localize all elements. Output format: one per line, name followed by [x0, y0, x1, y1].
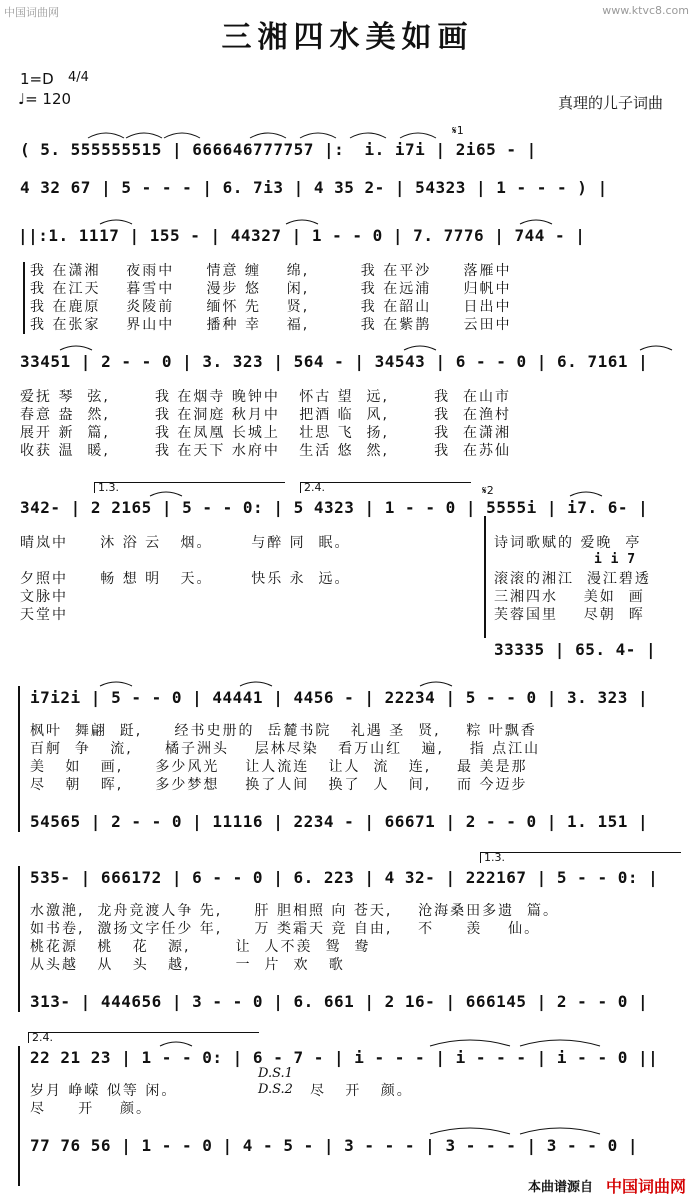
key-signature: 1=D [20, 70, 54, 88]
lyrics-row-7-verse-1: 水激滟, 龙舟竞渡人争 先, 肝 胆相照 向 苍天, 沧海桑田多遗 篇。 [30, 903, 560, 919]
notation-row-6-lower: 54565 | 2 - - 0 | 11116 | 2234 - | 66671 | 2 - - 0 | 1. 151 | [30, 812, 649, 831]
tie-mark [430, 1128, 510, 1134]
slur-mark [420, 682, 452, 686]
ds2-marking: D.S.2 [258, 1082, 293, 1097]
lyrics-row-3-verse-1: 我 在潇湘 夜雨中 情意 缠 绵, 我 在平沙 落雁中 [30, 263, 512, 279]
lyrics-row-8-ds2: 尽 开 颜。 [310, 1083, 413, 1099]
time-signature: 4/4 [68, 70, 89, 85]
notation-row-8-lower: 77 76 56 | 1 - - 0 | 4 - 5 - | 3 - - - | 3 - - - | 3 - - 0 | [30, 1136, 638, 1155]
lyrics-row-4-verse-3: 展开 新 篇, 我 在凤凰 长城上 壮思 飞 扬, 我 在潇湘 [20, 425, 512, 441]
notation-row-4: 33451 | 2 - - 0 | 3. 323 | 564 - | 34543 | 6 - - 0 | 6. 7161 | [20, 352, 649, 371]
lyrics-row-3-verse-4: 我 在张家 界山中 播种 幸 福, 我 在紫鹊 云田中 [30, 317, 512, 333]
lyrics-row-3-verse-2: 我 在江天 暮雪中 漫步 悠 闲, 我 在远浦 归帆中 [30, 281, 512, 297]
volta-1-3-row-5: 1.3. [94, 482, 285, 493]
notation-row-7: 535- | 666172 | 6 - - 0 | 6. 223 | 4 32- | 222167 | 5 - - 0: | [30, 868, 659, 887]
notation-row-5: 342- | 2 2165 | 5 - - 0: | 5 4323 | 1 - - 0 | 5555i | i7. 6- | [20, 498, 649, 517]
slur-mark [640, 346, 672, 350]
slur-mark [250, 133, 286, 138]
notation-row-6: i7i2i | 5 - - 0 | 44441 | 4456 - | 22234 | 5 - - 0 | 3. 323 | [30, 688, 649, 707]
slur-mark [404, 346, 436, 350]
lyrics-row-4-verse-1: 爱抚 琴 弦, 我 在烟寺 晚钟中 怀古 望 远, 我 在山市 [20, 389, 512, 405]
lyrics-row-5-right-3: 三湘四水 美如 画 [494, 589, 645, 605]
tie-mark [430, 1040, 510, 1046]
footer-source: 本曲谱源自 [528, 1180, 594, 1195]
slur-mark [100, 682, 132, 686]
notation-row-8: 22 21 23 | 1 - - 0: | 6 - 7 - | i - - - | i - - - | i - - 0 || [30, 1048, 659, 1067]
slur-mark [126, 133, 162, 138]
small-notes-row-5: i i 7 [594, 552, 636, 567]
slur-mark [520, 220, 552, 224]
lyrics-row-6-verse-3: 美 如 画, 多少风光 让人流连 让人 流 连, 最 美是那 [30, 759, 528, 775]
lyrics-row-5-a: 晴岚中 沐 浴 云 烟。 与醉 同 眠。 [20, 535, 351, 551]
tempo-marking: ♩= 120 [18, 90, 72, 108]
lyrics-row-5-d: 天堂中 [20, 607, 68, 623]
lyrics-row-7-verse-3: 桃花源 桃 花 源, 让 人不羡 鸳 鸯 [30, 939, 371, 955]
tie-mark [520, 1040, 600, 1046]
lyrics-row-8-b: 尽 开 颜。 [30, 1101, 153, 1117]
lyrics-row-4-verse-2: 春意 盎 然, 我 在洞庭 秋月中 把酒 临 风, 我 在渔村 [20, 407, 512, 423]
lyrics-row-7-verse-2: 如书卷, 激扬文字任少 年, 万 类霜天 竞 自由, 不 羡 仙。 [30, 921, 541, 937]
slur-mark [286, 220, 318, 224]
notation-row-5-lower: 33335 | 65. 4- | [494, 640, 657, 659]
lyrics-row-6-verse-1: 枫叶 舞翩 跹, 经书史册的 岳麓书院 礼遇 圣 贤, 粽 叶飘香 [30, 723, 537, 739]
volta-1-3-row-7: 1.3. [480, 852, 681, 863]
lyrics-row-6-verse-4: 尽 朝 晖, 多少梦想 换了人间 换了 人 间, 而 今迈步 [30, 777, 528, 793]
lyrics-row-5-c: 文脉中 [20, 589, 68, 605]
slur-mark [150, 492, 182, 496]
lyrics-row-8-a: 岁月 峥嵘 似等 闲。 [30, 1083, 178, 1099]
slur-mark [100, 220, 132, 224]
lyrics-row-4-verse-4: 收获 温 暖, 我 在天下 水府中 生活 悠 然, 我 在苏仙 [20, 443, 512, 459]
lyrics-row-5-right-2: 滚滚的湘江 漫江碧透 [494, 571, 651, 587]
lyrics-row-5-right-4: 芙蓉国里 尽朝 晖 [494, 607, 645, 623]
notation-row-1: ( 5. 555555515 | 666646777757 |: i. i7i | 2i65 - | [20, 140, 537, 159]
lyrics-row-6-verse-2: 百舸 争 流, 橘子洲头 层林尽染 看万山红 遍, 指 点江山 [30, 741, 541, 757]
slur-mark [88, 133, 124, 138]
volta-2-4-row-8: 2.4. [28, 1032, 259, 1043]
credits: 真理的儿子词曲 [557, 94, 663, 112]
tie-mark [520, 1128, 600, 1134]
footer-brand: 中国词曲网 [606, 1177, 687, 1196]
watermark-left: 中国词曲网 [4, 6, 59, 19]
lyrics-row-5-right-1: 诗词歌赋的 爱晚 亭 [494, 535, 642, 551]
watermark-right: www.ktvc8.com [602, 4, 689, 17]
slur-mark [400, 133, 436, 138]
slur-mark [350, 133, 386, 138]
segno-2: 𝄋2 [482, 484, 494, 497]
slur-mark [300, 133, 336, 138]
slur-mark [160, 1042, 192, 1046]
notation-row-2: 4 32 67 | 5 - - - | 6. 7i3 | 4 35 2- | 54323 | 1 - - - ) | [20, 178, 608, 197]
slur-mark [240, 682, 272, 686]
segno-1: 𝄋1 [452, 124, 464, 137]
ds1-marking: D.S.1 [258, 1066, 293, 1081]
notation-row-7-lower: 313- | 444656 | 3 - - 0 | 6. 661 | 2 16- | 666145 | 2 - - 0 | [30, 992, 649, 1011]
lyrics-row-5-b: 夕照中 畅 想 明 天。 快乐 永 远。 [20, 571, 351, 587]
lyrics-row-7-verse-4: 从头越 从 头 越, 一 片 欢 歌 [30, 957, 345, 973]
notation-row-3: ||:1. 1117 | 155 - | 44327 | 1 - - 0 | 7. 7776 | 744 - | [18, 226, 586, 245]
slur-mark [570, 492, 602, 496]
song-title: 三湘四水美如画 [221, 20, 474, 55]
slur-mark [60, 346, 92, 350]
lyrics-row-3-verse-3: 我 在鹿原 炎陵前 缅怀 先 贤, 我 在韶山 日出中 [30, 299, 512, 315]
slur-mark [164, 133, 200, 138]
volta-2-4-row-5: 2.4. [300, 482, 471, 493]
